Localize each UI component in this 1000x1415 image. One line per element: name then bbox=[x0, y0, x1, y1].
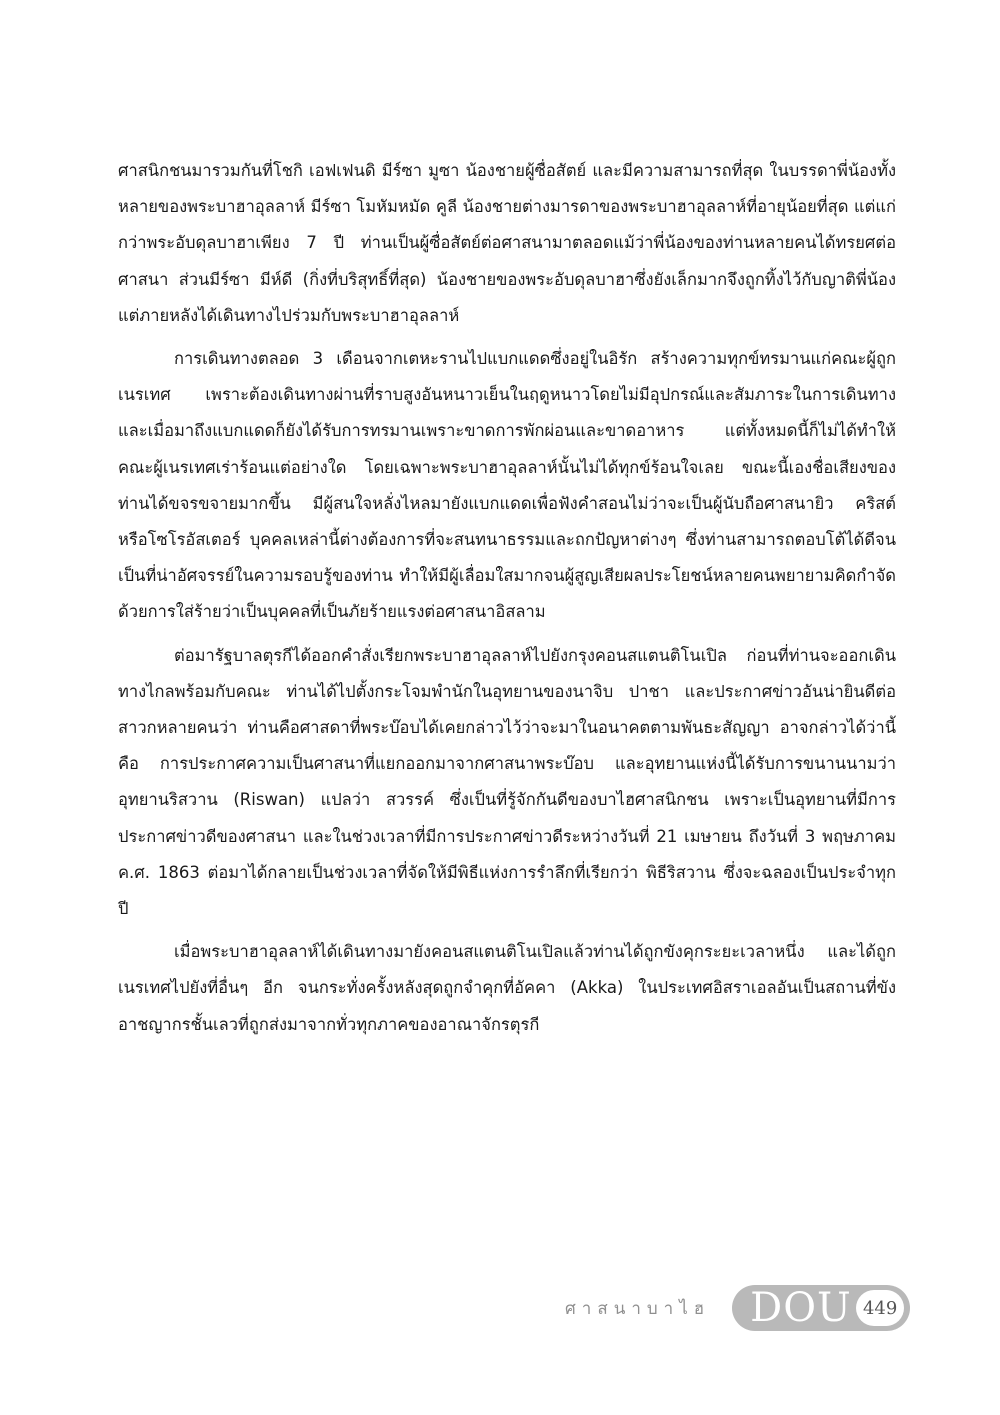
page-body bbox=[118, 153, 896, 1050]
paragraph-1: ศาสนิกชนมารวมกันที่โชกิ เอฟเฟนดิ มีร์ซา มูซา น้องชายผู้ซื่อสัตย์ และมีความสามารถที่สุด ในบรรดาพี่น้องทั้งหลายของพระบาฮาอุลลาห์ มีร์ซา โมหัมหมัด คูลี น้องชายต่างมารดาของพระบาฮาอุลลาห์ที่อายุน้อยที่สุด แต่แก่กว่าพระอับดุลบาฮาเพียง 7 ปี ท่านเป็นผู้ซื่อสัตย์ต่อศาสนามาตลอดแม้ว่าพี่น้องของท่านหลายคนได้ทรยศต่อศาสนา ส่วนมีร์ซา มีห์ดี (กิ่งที่บริสุทธิ์ที่สุด) น้องชายของพระอับดุลบาฮาซึ่งยังเล็กมากจึงถูกทิ้งไว้กับญาติพี่น้อง แต่ภายหลังได้เดินทางไปร่วมกับพระบาฮาอุลลาห์ bbox=[118, 161, 896, 325]
dou-badge bbox=[732, 1285, 910, 1331]
paragraph-4: เมื่อพระบาฮาอุลลาห์ได้เดินทางมายังคอนสแตนติโนเปิลแล้วท่านได้ถูกขังคุกระยะเวลาหนึ่ง และได้ถูกเนรเทศไปยังที่อื่นๆ อีก จนกระทั่งครั้งหลังสุดถูกจำคุกที่อัคคา (Akka) ในประเทศอิสราเอลอันเป็นสถานที่ขังอาชญากรชั้นเลวที่ถูกส่งมาจากทั่วทุกภาคของอาณาจักรตุรกี bbox=[118, 942, 896, 1034]
paragraph-2: การเดินทางตลอด 3 เดือนจากเตหะรานไปแบกแดดซึ่งอยู่ในอิรัก สร้างความทุกข์ทรมานแก่คณะผู้ถูกเนรเทศ เพราะต้องเดินทางผ่านที่ราบสูงอันหนาวเย็นในฤดูหนาวโดยไม่มีอุปกรณ์และสัมภาระในการเดินทาง และเมื่อมาถึงแบกแดดก็ยังได้รับการทรมานเพราะขาดการพักผ่อนและขาดอาหาร แต่ทั้งหมดนี้ก็ไม่ได้ทำให้คณะผู้เนรเทศเร่าร้อนแต่อย่างใด โดยเฉพาะพระบาฮาอุลลาห์นั้นไม่ได้ทุกข์ร้อนใจเลย ขณะนี้เองชื่อเสียงของท่านได้ขจรขจายมากขึ้น มีผู้สนใจหลั่งไหลมายังแบกแดดเพื่อฟังคำสอนไม่ว่าจะเป็นผู้นับถือศาสนายิว คริสต์ หรือโซโรอัสเตอร์ บุคคลเหล่านี้ต่างต้องการที่จะสนทนาธรรมและถกปัญหาต่างๆ ซึ่งท่านสามารถตอบโต้ได้ดีจนเป็นที่น่าอัศจรรย์ในความรอบรู้ของท่าน ทำให้มีผู้เลื่อมใสมากจนผู้สูญเสียผลประโยชน์หลายคนพยายามคิดกำจัดด้วยการใส่ร้ายว่าเป็นบุคคลที่เป็นภัยร้ายแรงต่อศาสนาอิสลาม bbox=[118, 349, 896, 622]
book-title: ศาสนาบาไฮ bbox=[565, 1298, 711, 1319]
paragraph-3: ต่อมารัฐบาลตุรกีได้ออกคำสั่งเรียกพระบาฮาอุลลาห์ไปยังกรุงคอนสแตนติโนเปิล ก่อนที่ท่านจะออกเดินทางไกลพร้อมกับคณะ ท่านได้ไปตั้งกระโจมพำนักในอุทยานของนาจิบ ปาชา และประกาศข่าวอันน่ายินดีต่อสาวกหลายคนว่า ท่านคือศาสดาที่พระบ๊อบได้เคยกล่าวไว้ว่าจะมาในอนาคตตามพันธะสัญญา อาจกล่าวได้ว่านี้คือ การประกาศความเป็นศาสนาที่แยกออกมาจากศาสนาพระบ๊อบ และอุทยานแห่งนี้ได้รับการขนานนามว่า อุทยานริสวาน (Riswan) แปลว่า สวรรค์ ซึ่งเป็นที่รู้จักกันดีของบาไฮศาสนิกชน เพราะเป็นอุทยานที่มีการประกาศข่าวดีของศาสนา และในช่วงเวลาที่มีการประกาศข่าวดีระหว่างวันที่ 21 เมษายน ถึงวันที่ 3 พฤษภาคม ค.ศ. 1863 ต่อมาได้กลายเป็นช่วงเวลาที่จัดให้มีพิธีแห่งการรำลึกที่เรียกว่า พิธีริสวาน ซึ่งจะฉลองเป็นประจำทุกปี bbox=[118, 645, 896, 919]
page-number: 449 bbox=[856, 1290, 904, 1326]
page-footer bbox=[565, 1285, 910, 1331]
dou-logo: DOU bbox=[750, 1285, 852, 1331]
